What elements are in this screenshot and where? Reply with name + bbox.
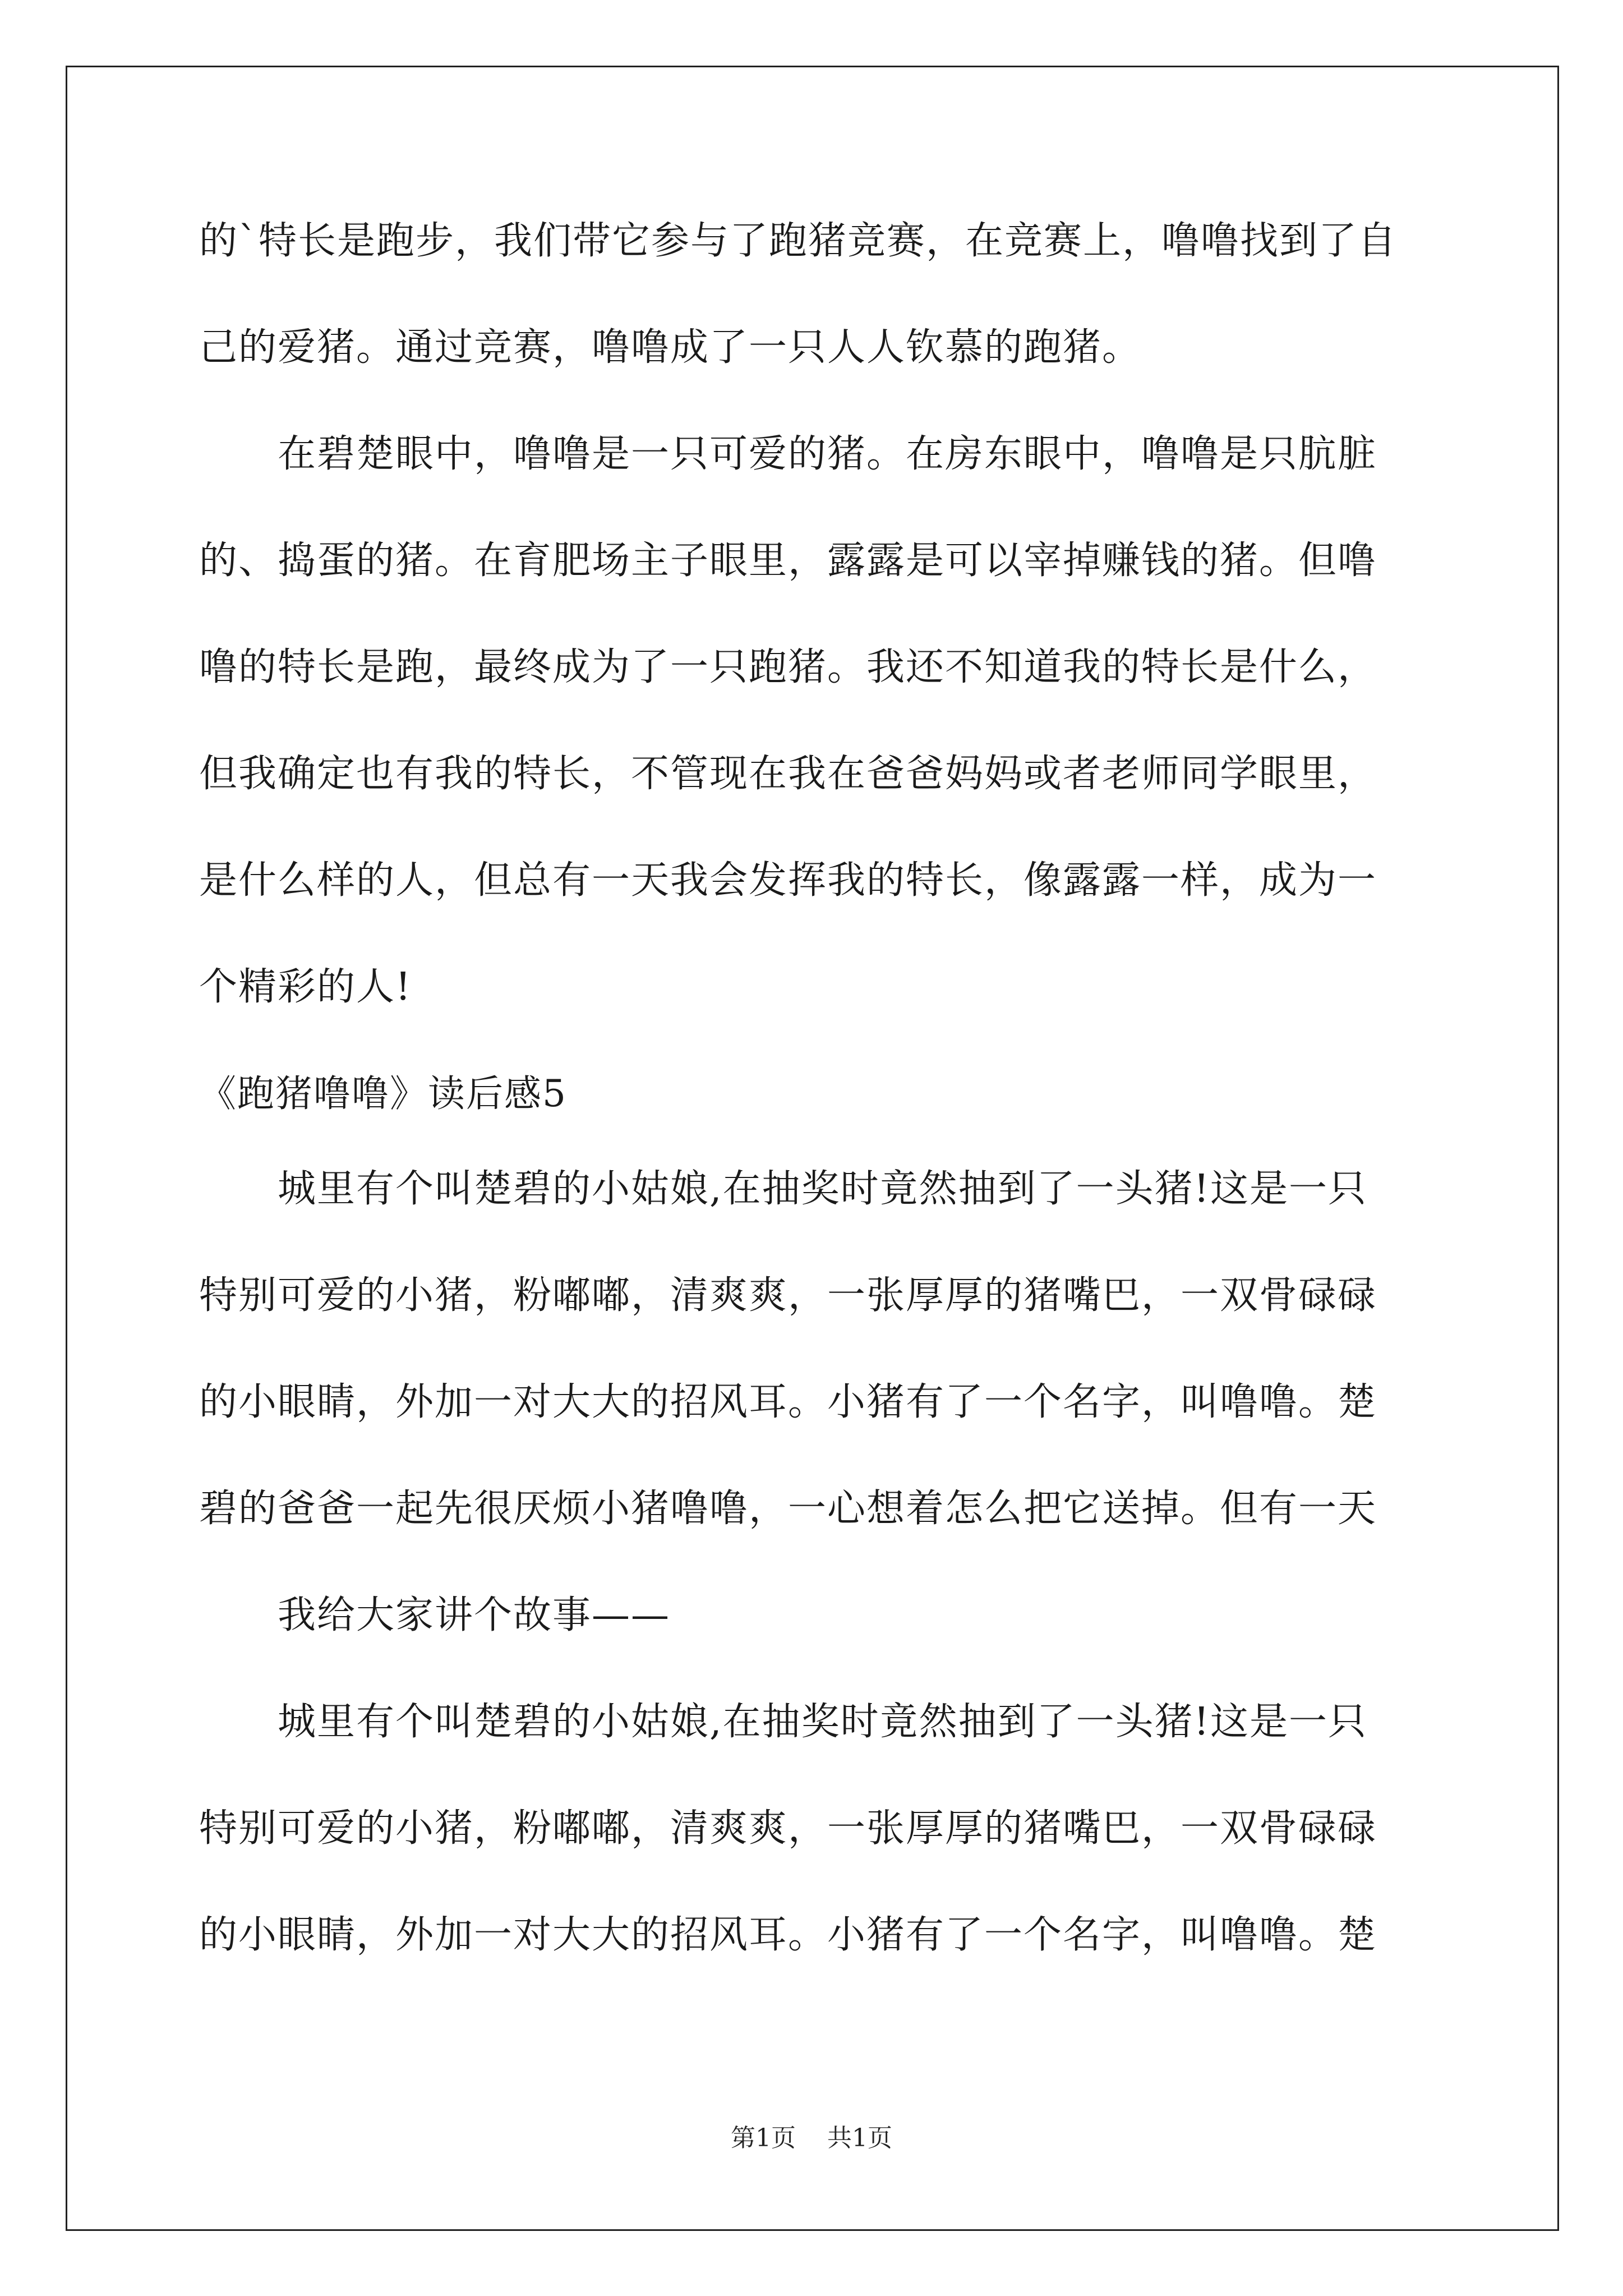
text-line: 个精彩的人! (199, 965, 412, 1009)
text-line: 但我确定也有我的特长，不管现在我在爸爸妈妈或者老师同学眼里， (199, 752, 1377, 796)
paragraph-start-line: 在碧楚眼中，噜噜是一只可爱的猪。在房东眼中，噜噜是只肮脏 (199, 432, 1377, 476)
section-heading: 《跑猪噜噜》读后感5 (199, 1072, 567, 1115)
page-footer (0, 2123, 1623, 2154)
text-line: 己的爱猪。通过竞赛，噜噜成了一只人人钦慕的跑猪。 (199, 325, 1142, 370)
paragraph-start-line: 城里有个叫楚碧的小姑娘,在抽奖时竟然抽到了一头猪!这是一只 (199, 1700, 1367, 1744)
text-line: 的小眼睛，外加一对大大的招风耳。小猪有了一个名字，叫噜噜。楚 (199, 1380, 1377, 1424)
text-line: 的、捣蛋的猪。在育肥场主子眼里，露露是可以宰掉赚钱的猪。但噜 (199, 539, 1377, 583)
text-line: 特别可爱的小猪，粉嘟嘟，清爽爽，一张厚厚的猪嘴巴，一双骨碌碌 (199, 1273, 1377, 1318)
page-total: 共1页 (827, 2124, 892, 2152)
paragraph-start-line: 城里有个叫楚碧的小姑娘,在抽奖时竟然抽到了一头猪!这是一只 (199, 1167, 1367, 1211)
paragraph-start-line: 我给大家讲个故事—— (199, 1593, 671, 1637)
page-number: 第1页 (731, 2124, 796, 2152)
text-line: 是什么样的人，但总有一天我会发挥我的特长，像露露一样，成为一 (199, 858, 1377, 903)
document-body (199, 213, 1427, 2014)
text-line: 噜的特长是跑，最终成为了一只跑猪。我还不知道我的特长是什么， (199, 645, 1377, 689)
text-line: 的小眼睛，外加一对大大的招风耳。小猪有了一个名字，叫噜噜。楚 (199, 1913, 1377, 1957)
text-line: 特别可爱的小猪，粉嘟嘟，清爽爽，一张厚厚的猪嘴巴，一双骨碌碌 (199, 1806, 1377, 1851)
text-line: 碧的爸爸一起先很厌烦小猪噜噜，一心想着怎么把它送掉。但有一天 (199, 1487, 1377, 1531)
text-line: 的`特长是跑步，我们带它参与了跑猪竞赛，在竞赛上，噜噜找到了自 (199, 219, 1398, 263)
